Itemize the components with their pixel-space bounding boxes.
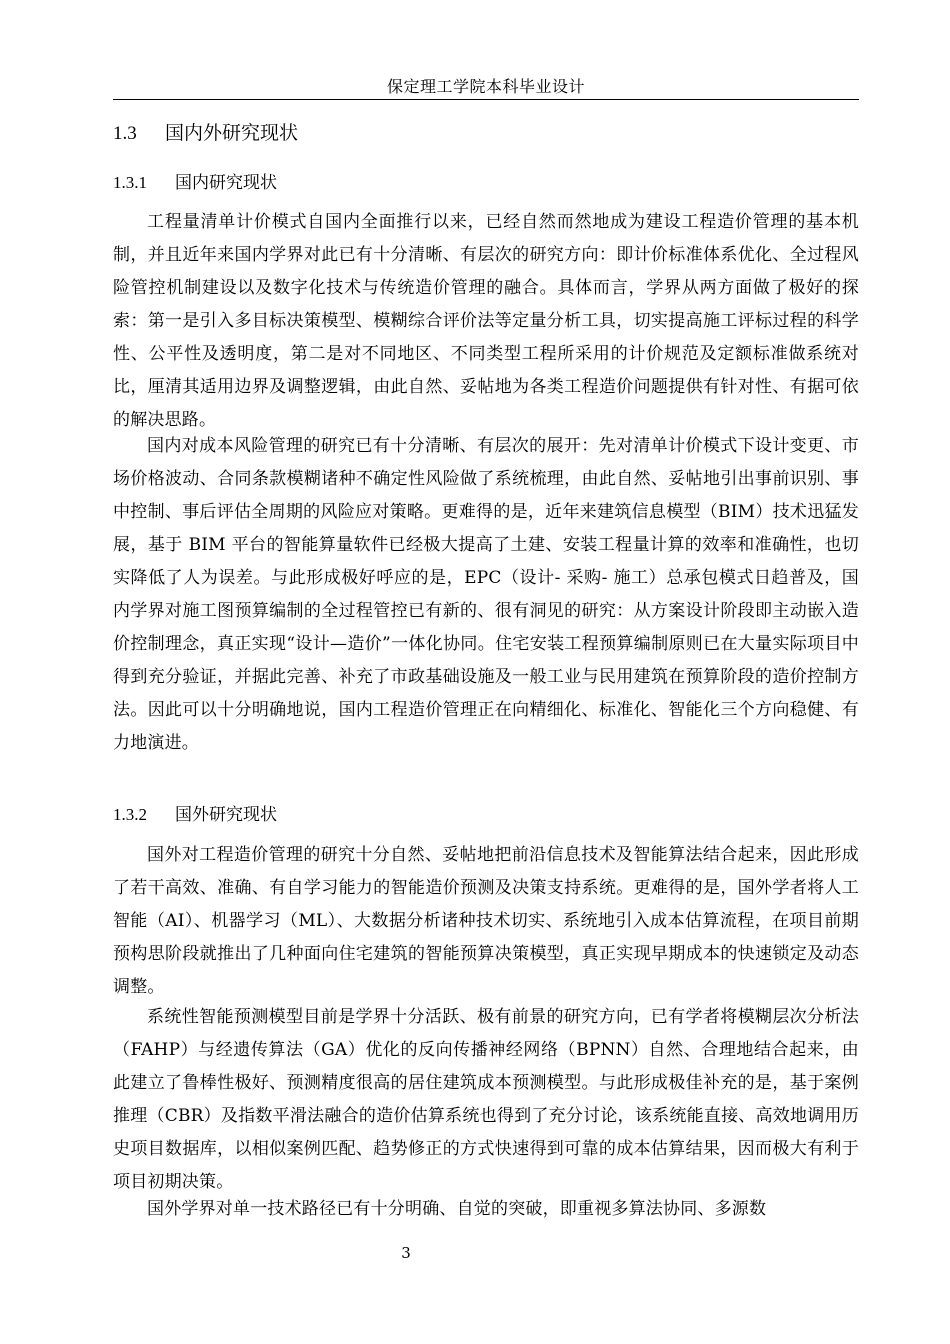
paragraph: 国外学界对单一技术路径已有十分明确、自觉的突破，即重视多算法协同、多源数 — [147, 1199, 767, 1219]
paragraph: 系统性智能预测模型目前是学界十分活跃、极有前景的研究方向，已有学者将模糊层次分析法（FAHP）与经遗传算法（GA）优化的反向传播神经网络（BPNN）自然、合理地结合起来，由此建立了鲁棒性极好、预测精度很高的居住建筑成本预测模型。与此形成极佳补充的是，基于案例推理（CBR）及指数平滑法融合的造价估算系统也得到了充分讨论，该系统能直接、高效地调用历史项目数据库，以相似案例匹配、趋势修正的方式快速得到可靠的成本估算结果，因而极大有利于项目初期决策。 — [113, 1007, 859, 1192]
paragraph: 国内对成本风险管理的研究已有十分清晰、有层次的展开：先对清单计价模式下设计变更、市场价格波动、合同条款模糊诸种不确定性风险做了系统梳理，由此自然、妥帖地引出事前识别、事中控制、事后评估全周期的风险应对策略。更难得的是，近年来建筑信息模型（BIM）技术迅猛发展，基于 BIM 平台的智能算量软件已经极大提高了土建、安装工程量计算的效率和准确性，也切实降低了人为误差。与此形成极好呼应的是，EPC（设计- 采购- 施工）总承包模式日趋普及，国内学界对施工图预算编制的全过程管控已有新的、很有洞见的研究：从方案设计阶段即主动嵌入造价控制理念，真正实现“设计—造价”一体化协同。住宅安装工程预算编制原则已在大量实际项目中得到充分验证，并据此完善、补充了市政基础设施及一般工业与民用建筑在预算阶段的造价控制方法。因此可以十分明确地说，国内工程造价管理正在向精细化、标准化、智能化三个方向稳健、有力地演进。 — [113, 436, 859, 753]
subsection-number: 1.3.2 — [113, 805, 147, 824]
subsection-title: 国外研究现状 — [175, 805, 277, 825]
subsection-heading-domestic — [113, 171, 277, 195]
page-number: 3 — [401, 1244, 411, 1262]
subsection-heading-foreign — [113, 803, 277, 827]
running-header: 保定理工学院本科毕业设计 — [386, 77, 585, 96]
section-heading — [113, 120, 298, 147]
subsection-number: 1.3.1 — [113, 173, 147, 192]
subsection-title: 国内研究现状 — [175, 173, 277, 193]
paragraph: 国外对工程造价管理的研究十分自然、妥帖地把前沿信息技术及智能算法结合起来，因此形成了若干高效、准确、有自学习能力的智能造价预测及决策支持系统。更难得的是，国外学者将人工智能（AI）、机器学习（ML）、大数据分析诸种技术切实、系统地引入成本估算流程，在项目前期预构思阶段就推出了几种面向住宅建筑的智能预算决策模型，真正实现早期成本的快速锁定及动态调整。 — [113, 845, 859, 997]
header-rule — [113, 99, 859, 100]
section-number: 1.3 — [113, 123, 137, 144]
section-title: 国内外研究现状 — [165, 122, 299, 144]
paragraph: 工程量清单计价模式自国内全面推行以来，已经自然而然地成为建设工程造价管理的基本机制，并且近年来国内学界对此已有十分清晰、有层次的研究方向：即计价标准体系优化、全过程风险管控机制建设以及数字化技术与传统造价管理的融合。具体而言，学界从两方面做了极好的探索：第一是引入多目标决策模型、模糊综合评价法等定量分析工具，切实提高施工评标过程的科学性、公平性及透明度，第二是对不同地区、不同类型工程所采用的计价规范及定额标准做系统对比，厘清其适用边界及调整逻辑，由此自然、妥帖地为各类工程造价问题提供有针对性、有据可依的解决思路。 — [113, 212, 859, 430]
